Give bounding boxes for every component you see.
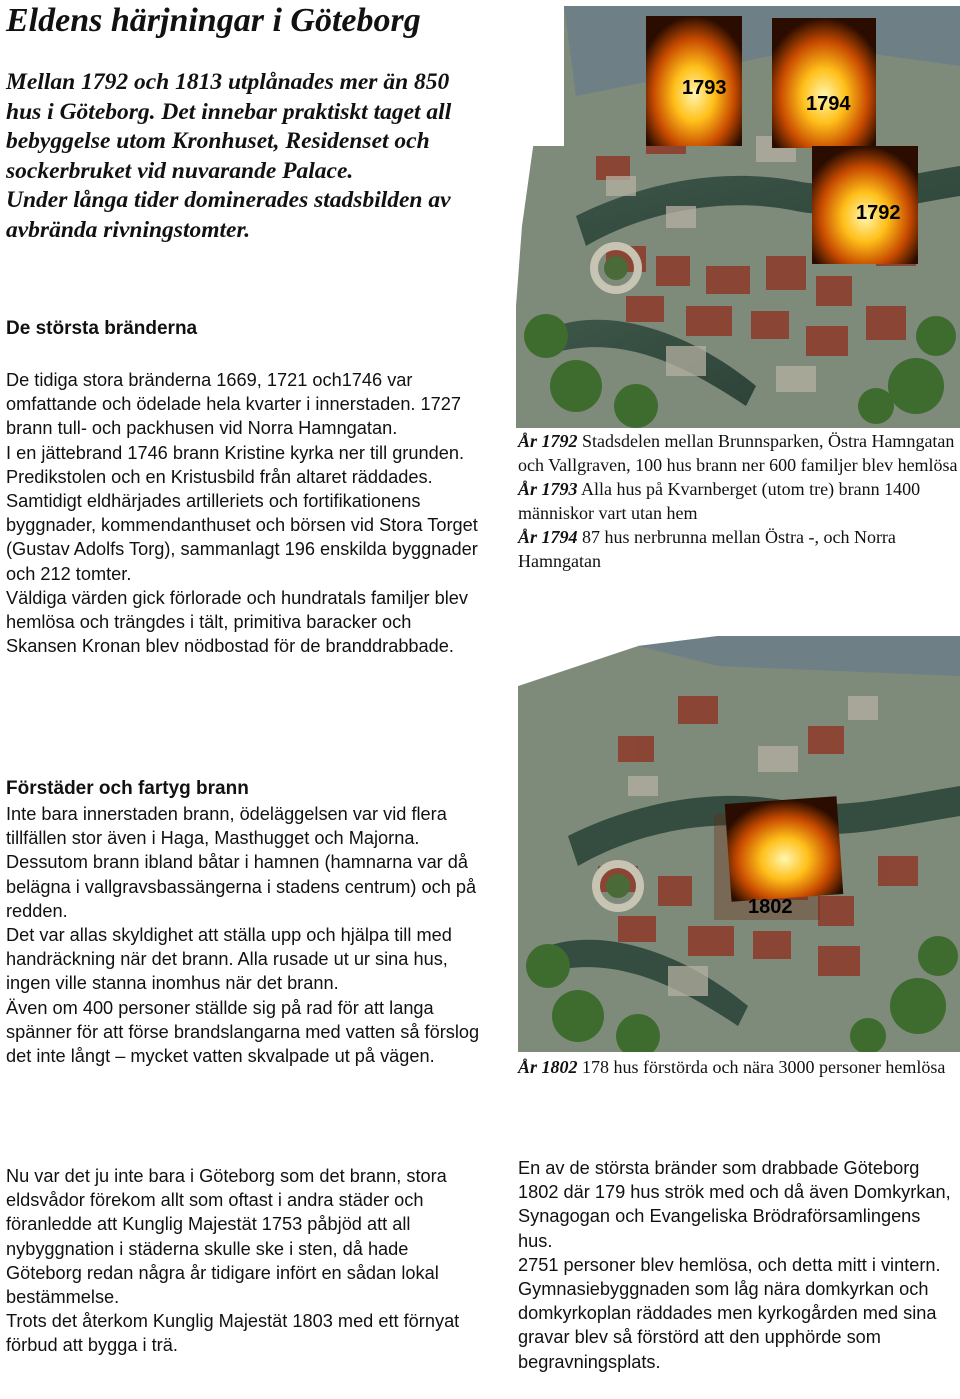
fire-1802-description [518, 1156, 958, 1374]
caption-year: År 1794 [518, 526, 578, 547]
fire-marker-1802 [725, 796, 844, 902]
aerial-map-1802 [518, 636, 960, 1052]
intro-text [6, 68, 486, 245]
fire-year-label: 1792 [856, 202, 901, 224]
body-paragraph: Inte bara innerstaden brann, ödeläggelsen var vid flera tillfällen stor även i Haga, Masthugget och Majorna. Dessutom brann ibland båtar i hamnen (hamnarna var då belägna i vallgravsbassängerna i stadens centrum) och på redden. [6, 804, 477, 921]
caption-year: År 1792 [518, 431, 578, 451]
body-paragraph: 2751 personer blev hemlösa, och detta mitt i vintern. [518, 1254, 941, 1275]
body-paragraph: Det var allas skyldighet att ställa upp och hjälpa till med handräckning när det brann. Alla rusade ut ur sina hus, ingen ville stanna inomhus när det brann. [6, 925, 452, 994]
section-heading-largest-fires: De största bränderna [6, 318, 198, 339]
map-caption-1792-1794 [518, 430, 958, 573]
caption-text: 87 hus nerbrunna mellan Östra -, och Norra Hamngatan [518, 526, 896, 571]
caption-year: År 1802 [518, 1057, 578, 1077]
map-caption-1802 [518, 1056, 958, 1080]
aerial-map-1792-1794 [516, 6, 960, 428]
section-heading-suburbs-ships: Förstäder och fartyg brann [6, 778, 249, 799]
body-paragraph: Väldiga värden gick förlorade och hundratals familjer blev hemlösa och trängdes i tält, primitiva baracker och Skansen Kronan blev nödbostad för de branddrabbade. [6, 587, 469, 657]
caption-text: Alla hus på Kvarnberget (utom tre) brann 1400 människor vart utan hem [518, 478, 921, 523]
caption-entry [518, 1056, 958, 1080]
body-paragraph: I en jättebrand 1746 brann Kristine kyrka ner till grunden. Predikstolen och en Kristusbild från altaret räddades. [6, 442, 464, 487]
section-largest-fires-body [6, 368, 486, 658]
caption-year: År 1793 [518, 478, 578, 499]
section-suburbs-ships-body [6, 802, 486, 1068]
caption-text: 178 hus förstörda och nära 3000 personer hemlösa [577, 1057, 946, 1077]
body-paragraph: Samtidigt eldhärjades artilleriets och fortifikationens byggnader, kommendanthuset och börsen vid Stora Torget (Gustav Adolfs Torg), sammanlagt 196 enskilda byggnader och 212 tomter. [6, 491, 478, 584]
fire-year-label: 1794 [806, 93, 851, 115]
intro-paragraph: Under långa tider dominerades stadsbilden av avbrända rivningstomter. [6, 187, 451, 243]
fire-year-label: 1802 [748, 896, 793, 918]
fire-year-label: 1793 [682, 77, 727, 99]
intro-paragraph: Mellan 1792 och 1813 utplånades mer än 850 hus i Göteborg. Det innebar praktiskt taget all bebyggelse utom Kronhuset, Residenset och sockerbruket vid nuvarande Palace. [6, 69, 452, 184]
body-paragraph: De tidiga stora bränderna 1669, 1721 och1746 var omfattande och ödelade hela kvarter i innerstaden. 1727 brann tull- och packhusen vid Norra Hamngatan. [6, 370, 461, 439]
body-paragraph: Gymnasiebyggnaden som låg nära domkyrkan och domkyrkoplan räddades men kyrkogården med sina gravar blev så förstörd att den upphörde som begravningsplats. [518, 1279, 937, 1372]
caption-entry [518, 478, 958, 526]
caption-entry [518, 430, 958, 478]
body-paragraph: En av de största bränder som drabbade Göteborg 1802 där 179 hus strök med och då även Domkyrkan, Synagogan och Evangeliska Brödraförsamlingens hus. [518, 1158, 951, 1251]
caption-entry [518, 526, 958, 574]
caption-text: Stadsdelen mellan Brunnsparken, Östra Hamngatan och Vallgraven, 100 hus brann ner 600 familjer blev hemlösa [518, 431, 958, 475]
section-stone-law-body [6, 1164, 486, 1358]
body-paragraph: Trots det återkom Kunglig Majestät 1803 med ett förnyat förbud att bygga i trä. [6, 1311, 460, 1356]
page-title: Eldens härjningar i Göteborg [6, 2, 421, 39]
body-paragraph: Även om 400 personer ställde sig på rad för att langa spänner för att förse brandslangarna med vatten så förslog det inte långt – mycket vatten skvalpade ut på vägen. [6, 997, 480, 1067]
body-paragraph: Nu var det ju inte bara i Göteborg som det brann, stora eldsvådor förekom allt som oftast i andra städer och föranledde att Kunglig Majestät 1753 påbjöd att all nybyggnation i städerna skulle ske i sten, då hade Göteborg redan några år tidigare infört en sådan lokal bestämmelse. [6, 1166, 447, 1308]
fire-marker-1794 [772, 18, 876, 148]
